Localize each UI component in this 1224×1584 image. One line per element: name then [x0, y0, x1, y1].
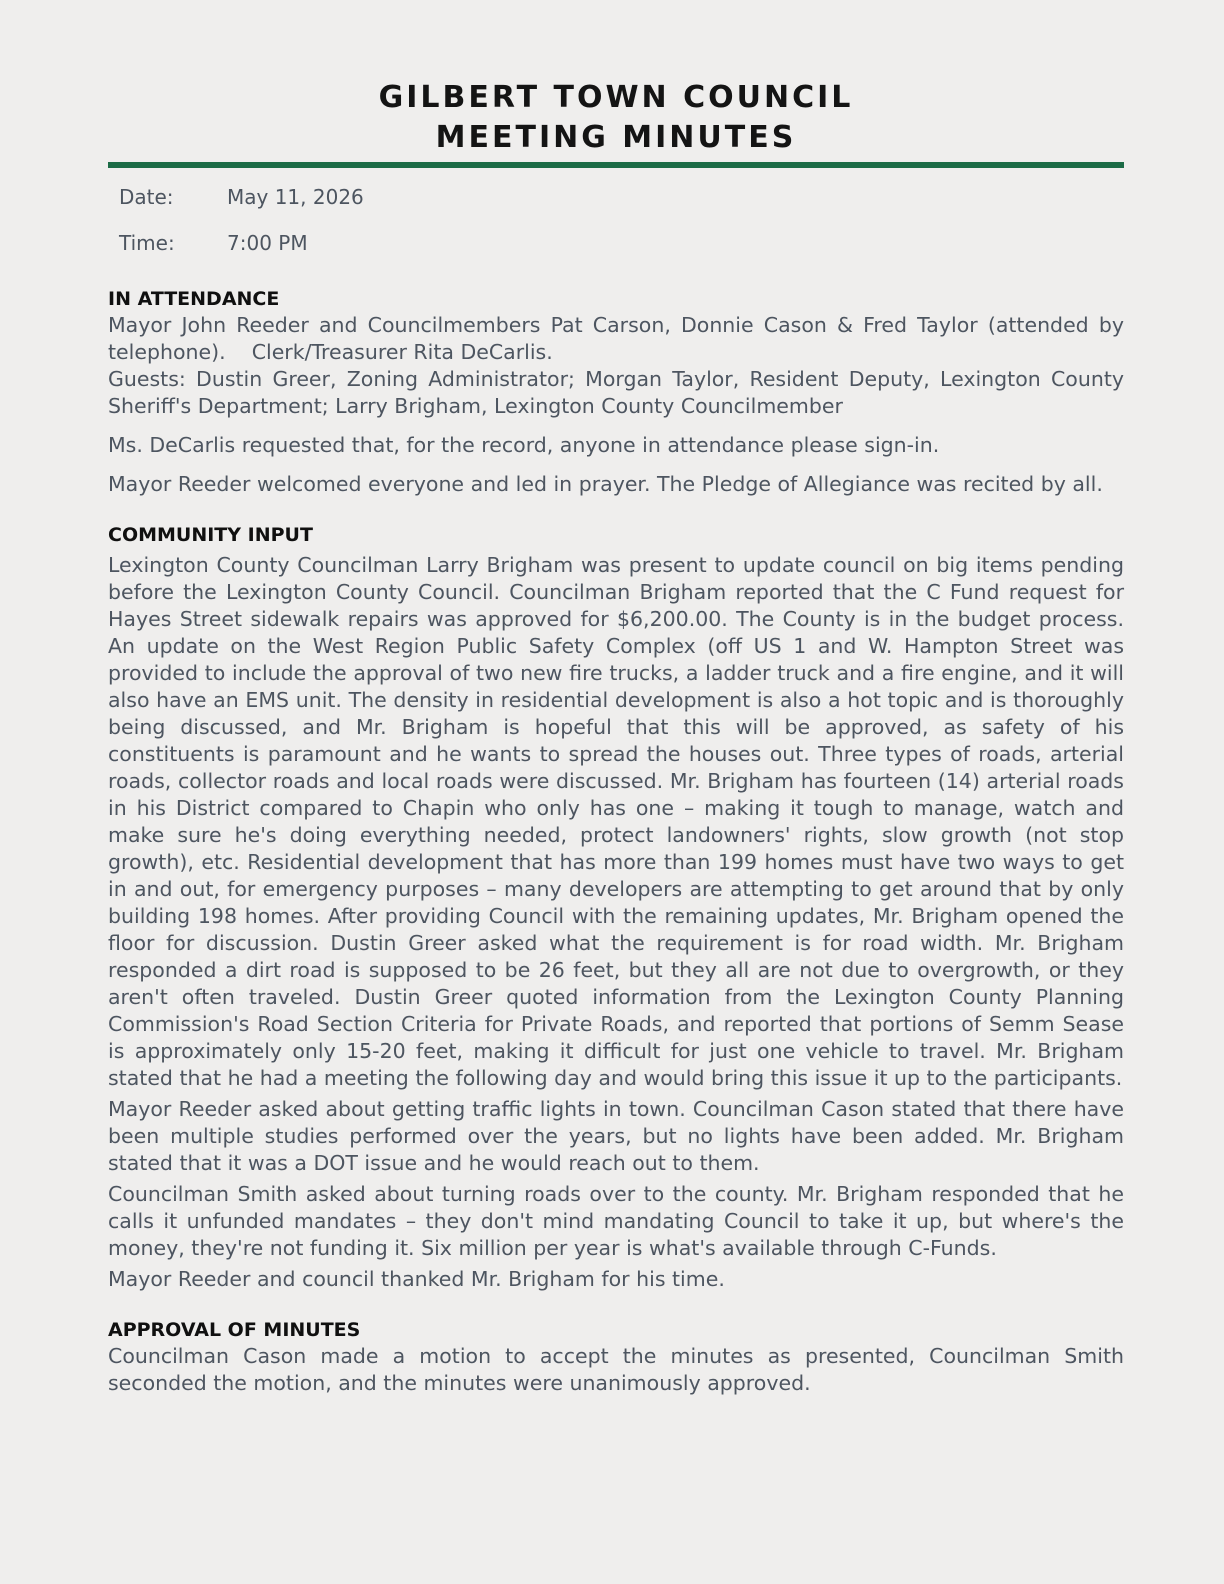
time-value: 7:00 PM	[227, 231, 308, 255]
community-paragraph-3: Councilman Smith asked about turning roads over to the county. Mr. Brigham responded that he calls it unfunded mandates – they don't mind mandating Council to take it up, but where's the money, they're not funding it. Six million per year is what's available through C-Funds.	[108, 1182, 1124, 1260]
time-row	[119, 220, 1124, 266]
title-line-2: MEETING MINUTES	[435, 120, 797, 155]
welcome-note: Mayor Reeder welcomed everyone and led in prayer. The Pledge of Allegiance was recited by all.	[108, 472, 1103, 496]
attendance-guests: Guests: Dustin Greer, Zoning Administrator; Morgan Taylor, Resident Deputy, Lexington County Sheriff's Department; Larry Brigham, Lexington County Councilmember	[108, 367, 1124, 418]
community-paragraph-1: Lexington County Councilman Larry Brigham was present to update council on big items pending before the Lexington County Council. Councilman Brigham reported that the C Fund request for Hayes Street sidewalk repairs was approved for $6,200.00. The County is in the budget process. An update on the West Region Public Safety Complex (off US 1 and W. Hampton Street was provided to include the approval of two new fire trucks, a ladder truck and a fire engine, and it will also have an EMS unit. The density in residential development is also a hot topic and is thoroughly being discussed, and Mr. Brigham is hopeful that this will be approved, as safety of his constituents is paramount and he wants to spread the houses out. Three types of roads, arterial roads, collector roads and local roads were discussed. Mr. Brigham has fourteen (14) arterial roads in his District compared to Chapin who only has one – making it tough to manage, watch and make sure he's doing everything needed, protect landowners' rights, slow growth (not stop growth), etc. Residential development that has more than 199 homes must have two ways to get in and out, for emergency purposes – many developers are attempting to get around that by only building 198 homes. After providing Council with the remaining updates, Mr. Brigham opened the floor for discussion. Dustin Greer asked what the requirement is for road width. Mr. Brigham responded a dirt road is supposed to be 26 feet, but they all are not due to overgrowth, or they aren't often traveled. Dustin Greer quoted information from the Lexington County Planning Commission's Road Section Criteria for Private Roads, and reported that portions of Semm Sease is approximately only 15-20 feet, making it difficult for just one vehicle to travel. Mr. Brigham stated that he had a meeting the following day and would bring this issue it up to the participants.	[108, 553, 1124, 1090]
date-row	[119, 174, 1124, 220]
time-label: Time:	[119, 231, 175, 255]
approval-heading: APPROVAL OF MINUTES	[108, 1319, 361, 1341]
date-label: Date:	[119, 185, 174, 209]
title-divider	[108, 162, 1124, 168]
title-line-1: GILBERT TOWN COUNCIL	[378, 80, 854, 115]
community-heading: COMMUNITY INPUT	[108, 524, 313, 546]
approval-paragraph: Councilman Cason made a motion to accept the minutes as presented, Councilman Smith seconded the motion, and the minutes were unanimously approved.	[108, 1344, 1124, 1395]
attendance-section	[108, 286, 1131, 498]
date-value: May 11, 2026	[227, 185, 364, 209]
community-section	[108, 522, 1124, 1293]
approval-section	[108, 1317, 1124, 1397]
minutes-page	[108, 0, 1131, 1397]
signin-note: Ms. DeCarlis requested that, for the record, anyone in attendance please sign-in.	[108, 433, 940, 457]
community-paragraph-2: Mayor Reeder asked about getting traffic lights in town. Councilman Cason stated that there have been multiple studies performed over the years, but no lights have been added. Mr. Brigham stated that it was a DOT issue and he would reach out to them.	[108, 1097, 1124, 1175]
community-paragraph-4: Mayor Reeder and council thanked Mr. Brigham for his time.	[108, 1267, 725, 1291]
attendance-members: Mayor John Reeder and Councilmembers Pat Carson, Donnie Cason & Fred Taylor (attended by telephone). Clerk/Treasurer Rita DeCarlis.	[108, 313, 1131, 364]
document-title	[108, 78, 1124, 158]
attendance-heading: IN ATTENDANCE	[108, 288, 280, 310]
meeting-meta	[119, 174, 1124, 266]
